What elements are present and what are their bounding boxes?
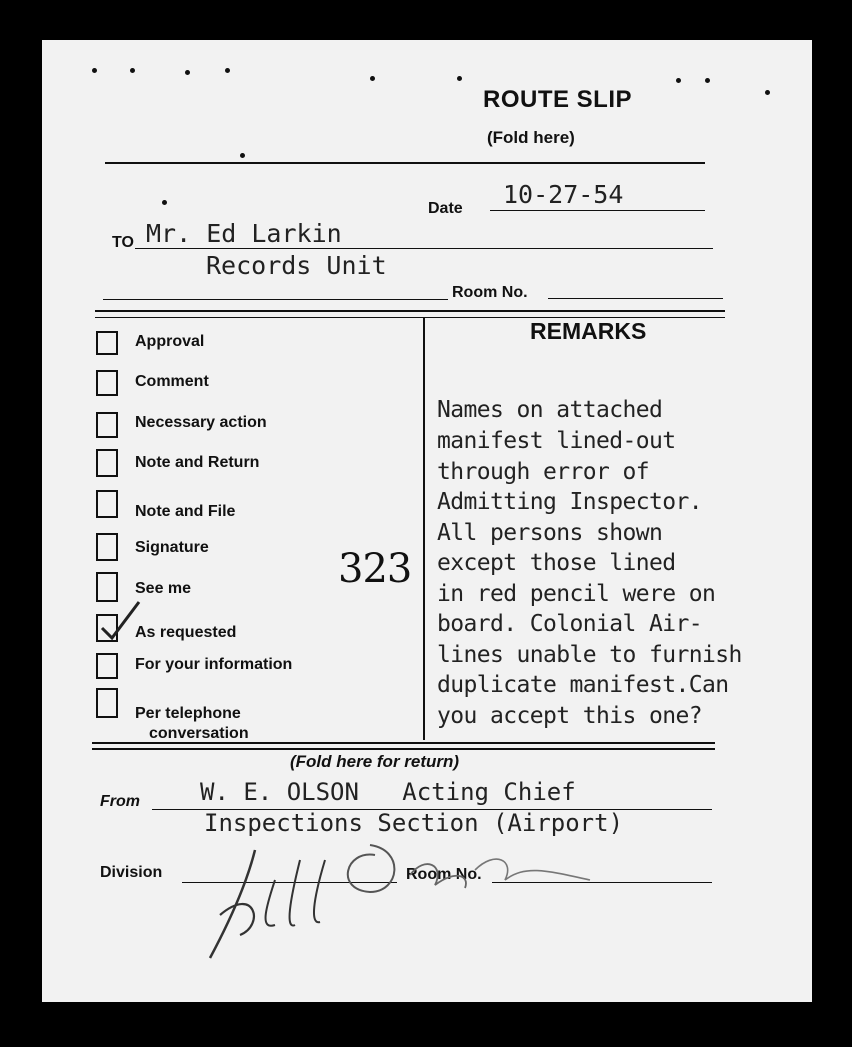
checkbox-note-and-file[interactable] <box>96 490 118 518</box>
checkbox-label-comment: Comment <box>135 373 209 390</box>
checkbox-for-your-information[interactable] <box>96 653 118 679</box>
remarks-heading: REMARKS <box>530 318 647 344</box>
to-rule <box>135 248 713 249</box>
stamp-number: 323 <box>338 546 412 592</box>
fold-here-label: (Fold here) <box>487 128 575 147</box>
checkbox-note-and-return[interactable] <box>96 449 118 477</box>
remarks-line: All persons shown <box>437 520 663 546</box>
checkbox-label-necessary-action: Necessary action <box>135 414 267 431</box>
remarks-line: Names on attached <box>437 397 663 423</box>
checkbox-label-see-me: See me <box>135 580 192 597</box>
ink-dot <box>92 68 97 73</box>
date-rule <box>490 210 705 211</box>
remarks-line: board. Colonial Air- <box>437 611 702 637</box>
checkbox-signature[interactable] <box>96 533 118 561</box>
to-unit: Records Unit <box>206 251 387 280</box>
date-label: Date <box>428 200 463 217</box>
to-label: TO <box>112 234 134 251</box>
room-label-bottom: Room No. <box>406 866 482 883</box>
ink-dot <box>130 68 135 73</box>
table-bottom-rule-2 <box>92 748 715 750</box>
table-bottom-rule <box>92 742 715 744</box>
checkbox-necessary-action[interactable] <box>96 412 118 438</box>
checkbox-label-per-telephone: Per telephone conversation <box>135 705 249 742</box>
checkbox-label-note-and-file: Note and File <box>135 503 236 520</box>
ink-dot <box>676 78 681 83</box>
remarks-line: duplicate manifest.Can <box>437 672 729 698</box>
ink-dot <box>225 68 230 73</box>
from-name: W. E. OLSON Acting Chief <box>200 778 576 806</box>
table-top-rule <box>95 310 725 312</box>
remarks-line: through error of <box>437 459 649 485</box>
checkbox-comment[interactable] <box>96 370 118 396</box>
division-label: Division <box>100 864 163 881</box>
remarks-line: lines unable to furnish <box>437 642 742 668</box>
ink-dot <box>370 76 375 81</box>
header-rule <box>105 162 705 164</box>
from-label: From <box>100 793 140 810</box>
form-title: ROUTE SLIP <box>483 86 633 113</box>
checkbox-label-for-your-information: For your information <box>135 656 293 673</box>
remarks-line: in red pencil were on <box>437 581 716 607</box>
fold-return-label: (Fold here for return) <box>290 752 460 771</box>
ink-dot <box>457 76 462 81</box>
from-section: Inspections Section (Airport) <box>204 809 624 837</box>
handwritten-signature <box>195 830 615 970</box>
remarks-line: manifest lined-out <box>437 428 676 454</box>
room-rule <box>548 298 723 299</box>
checkbox-label-approval: Approval <box>135 333 205 350</box>
room-left-rule <box>103 299 448 300</box>
ink-dot <box>705 78 710 83</box>
checkbox-label-signature: Signature <box>135 539 209 556</box>
column-divider <box>423 318 425 740</box>
checkbox-label-as-requested: As requested <box>135 624 237 641</box>
date-value: 10-27-54 <box>503 180 624 209</box>
remarks-line: except those lined <box>437 550 676 576</box>
to-name: Mr. Ed Larkin <box>146 219 342 248</box>
remarks-line: Admitting Inspector. <box>437 489 702 515</box>
checkbox-approval[interactable] <box>96 331 118 355</box>
ink-dot <box>162 200 167 205</box>
ink-dot <box>240 153 245 158</box>
checkbox-per-telephone[interactable] <box>96 688 118 718</box>
remarks-line: you accept this one? <box>437 703 702 729</box>
ink-dot <box>765 90 770 95</box>
room-label: Room No. <box>452 284 528 301</box>
ink-dot <box>185 70 190 75</box>
checkbox-label-note-and-return: Note and Return <box>135 454 260 471</box>
